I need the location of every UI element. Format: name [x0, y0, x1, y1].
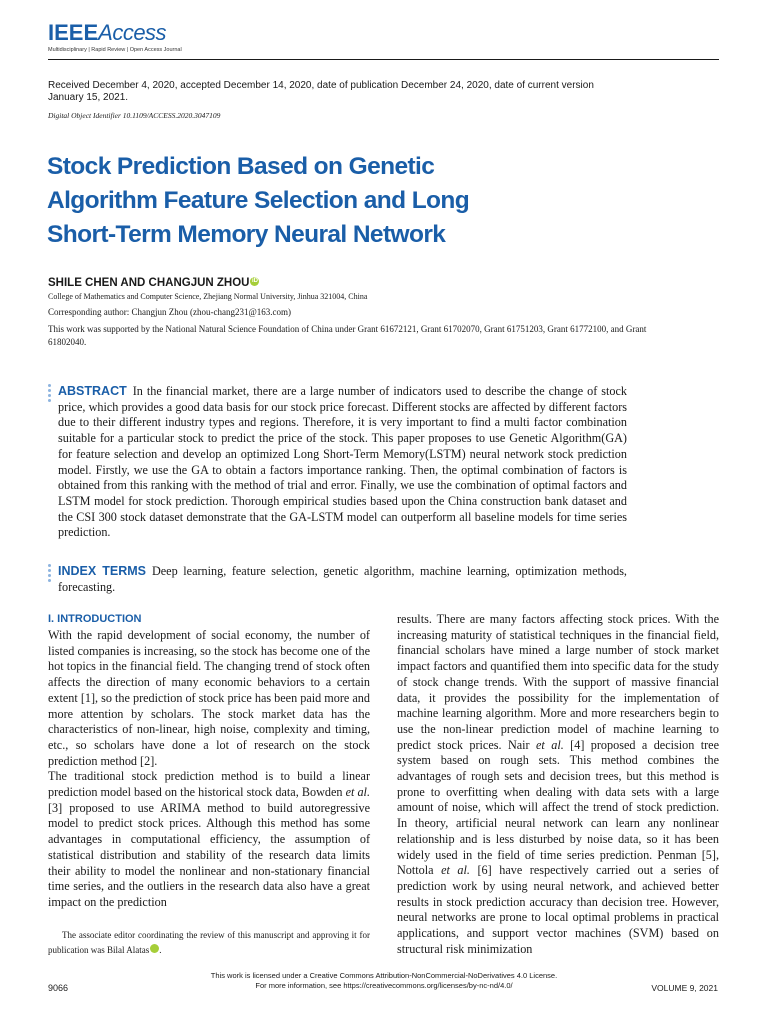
abstract	[58, 384, 627, 541]
logo-tagline: Multidisciplinary | Rapid Review | Open Access Journal	[48, 47, 182, 53]
authors	[48, 277, 259, 289]
license-line: This work is licensed under a Creative Commons Attribution-NonCommercial-NoDerivatives 4.0 License.	[210, 971, 558, 980]
index-terms-text: Deep learning, feature selection, genetic algorithm, machine learning, optimization methods, forecasting.	[58, 564, 627, 594]
paper-title	[47, 150, 647, 252]
header-rule	[48, 59, 719, 60]
index-terms	[58, 564, 627, 595]
orcid-icon[interactable]: iD	[150, 944, 159, 953]
title-line: Algorithm Feature Selection and Long	[47, 187, 470, 214]
publication-history: Received December 4, 2020, accepted December 14, 2020, date of publication December 24, 2020, date of current version January 15, 2021.	[48, 80, 594, 103]
affiliation: College of Mathematics and Computer Science, Zhejiang Normal University, Jinhua 321004, China	[48, 292, 368, 301]
license-notice	[184, 971, 584, 991]
logo-access: Access	[98, 20, 167, 45]
title-line: Stock Prediction Based on Genetic	[47, 153, 435, 180]
journal-logo	[48, 22, 182, 53]
license-link[interactable]: For more information, see https://creativecommons.org/licenses/by-nc-nd/4.0/	[255, 981, 513, 990]
index-terms-dots-icon	[48, 564, 52, 584]
title-line: Short-Term Memory Neural Network	[47, 221, 446, 248]
abstract-label: ABSTRACT	[58, 384, 127, 398]
section-heading: I. INTRODUCTION	[48, 613, 142, 625]
paragraph: results. There are many factors affecting stock prices. With the increasing maturity of statistical techniques in the financial field, financial scholars have mined a large number of stock market impact factors and quantified them into specific data for the study of stock change trends. With the support of massive financial data, it provides the possibility for the implementation of machine learning algorithm. More and more researchers begin to use the non-linear prediction model of machine learning to predict stock prices. Nair et al. [4] proposed a decision tree system based on rough sets. This method combines the advantages of rough sets and decision trees, but this method is prone to overfitting when dealing with data sets with a large amount of noise, which will affect the trend of stock prediction. In theory, artificial neural network can learn any nonlinear relationship and is less disturbed by noise data, so it has been widely used in the field of time series prediction. Penman [5], Nottola et al. [6] have respectively carried out a series of prediction work by using neural network, and achieved better results in stock prediction accuracy than decision tree. However, neural networks are prone to local optimal problems in practical applications, and support vector machines (SVM) based on structural risk minimization	[397, 612, 719, 956]
left-column	[48, 612, 370, 911]
logo-ieee: IEEE	[48, 20, 99, 45]
editor-footnote: The associate editor coordinating the review of this manuscript and approving it for publication was Bilal Alatas iD.	[48, 930, 370, 955]
index-terms-label: INDEX TERMS	[58, 564, 146, 578]
paragraph: The traditional stock prediction method is to build a linear prediction model based on the historical stock data, Bowden et al. [3] proposed to use ARIMA method to build autoregressive model to predict stock prices. Although this method has some advantages in computational efficiency, the assumption of statistical distribution and stability of the research data limits their ability to model the nonlinear and non-stationary financial time series, and the outliers in the research data also have a great impact on the prediction	[48, 769, 370, 909]
corresponding-author: Corresponding author: Changjun Zhou (zhou-chang231@163.com)	[48, 307, 291, 317]
orcid-icon[interactable]: iD	[251, 278, 258, 284]
doi[interactable]: Digital Object Identifier 10.1109/ACCESS.2020.3047109	[48, 111, 221, 120]
paragraph: With the rapid development of social economy, the number of listed companies is increasing, so the stock has become one of the hot topics in the financial field. The changing trend of stock often affects the direction of many economic behaviors to a certain extent [1], so the prediction of stock price has been paid more and more attention by scholars. The stock market data has the characteristics of non-linear, high noise, complexity and timing, etc., so scholars have done a lot of research on the stock prediction method [2].	[48, 628, 370, 768]
right-column	[397, 612, 719, 957]
funding-statement: This work was supported by the National Natural Science Foundation of China under Grant 61672121, Grant 61702070, Grant 61751203, Grant 61772100, and Grant 61802040.	[48, 324, 647, 347]
abstract-text: In the financial market, there are a large number of indicators used to describe the change of stock price, which provides a good data basis for our stock price forecast. Different stocks are affected by different factors due to their different industry types and regions. Therefore, it is very important to find a multi factor combination suitable for a particular stock to predict the price of the stock. This paper proposes to use Genetic Algorithm(GA) for feature selection and develop an optimized Long Short-Term Memory(LSTM) neural network stock prediction model. Firstly, we use the GA to obtain a factors importance ranking. Then, the optimal combination of factors is obtained from this ranking with the method of trial and error. Finally, we use the combination of optimal factors and LSTM model for stock prediction. Thorough empirical studies based upon the China construction bank dataset and the CSI 300 stock dataset demonstrate that the GA-LSTM model can outperform all baseline models for time series prediction.	[58, 384, 627, 540]
abstract-dots-icon	[48, 384, 52, 404]
page-number: 9066	[48, 983, 69, 993]
volume-label: VOLUME 9, 2021	[651, 983, 718, 993]
author-names: SHILE CHEN AND CHANGJUN ZHOU	[48, 277, 250, 289]
